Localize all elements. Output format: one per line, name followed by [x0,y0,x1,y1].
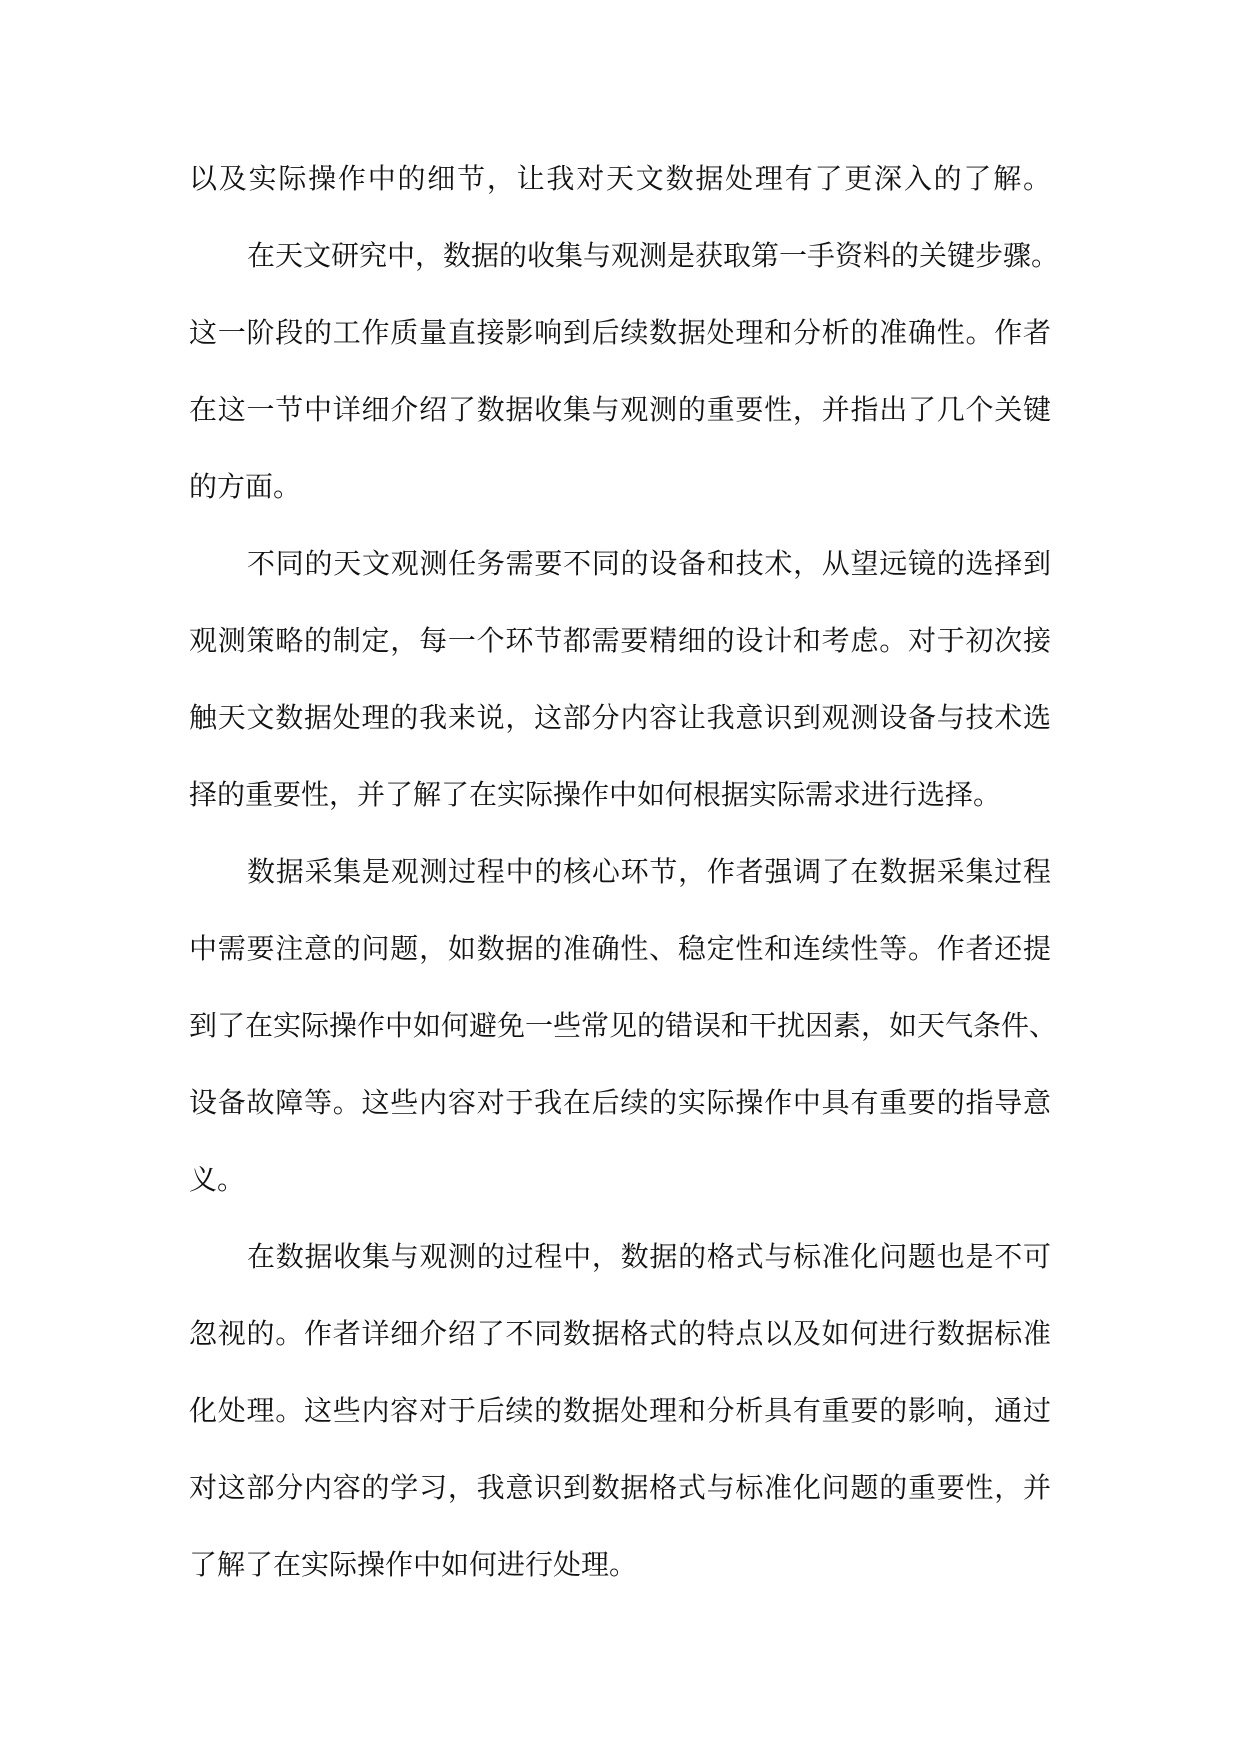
text-line: 义。 [189,1163,246,1196]
body-text [189,140,1060,1603]
text-line: 数据采集是观测过程中的核心环节，作者强调了在数据采集过程 [247,855,1051,888]
text-line: 择的重要性，并了解了在实际操作中如何根据实际需求进行选择。 [189,778,1002,811]
paragraph-continuation [189,140,1051,217]
text-line: 到了在实际操作中如何避免一些常见的错误和干扰因素，如天气条件、 [189,1009,1058,1042]
text-line: 在数据收集与观测的过程中，数据的格式与标准化问题也是不可 [247,1240,1051,1273]
text-line: 这一阶段的工作质量直接影响到后续数据处理和分析的准确性。作者 [189,316,1051,349]
paragraph-format-standardization [189,1218,1051,1603]
text-line: 忽视的。作者详细介绍了不同数据格式的特点以及如何进行数据标准 [189,1317,1051,1350]
text-line: 在天文研究中，数据的收集与观测是获取第一手资料的关键步骤。 [247,239,1060,272]
text-line: 了解了在实际操作中如何进行处理。 [189,1548,638,1581]
text-line: 观测策略的制定，每一个环节都需要精细的设计和考虑。对于初次接 [189,624,1051,657]
text-line: 不同的天文观测任务需要不同的设备和技术，从望远镜的选择到 [247,547,1051,580]
text-line: 在这一节中详细介绍了数据收集与观测的重要性，并指出了几个关键 [189,393,1051,426]
paragraph-equipment [189,525,1051,833]
text-line: 设备故障等。这些内容对于我在后续的实际操作中具有重要的指导意 [189,1086,1051,1119]
paragraph-acquisition [189,833,1058,1218]
text-line: 中需要注意的问题，如数据的准确性、稳定性和连续性等。作者还提 [189,932,1051,965]
text-line: 对这部分内容的学习，我意识到数据格式与标准化问题的重要性，并 [189,1471,1051,1504]
text-line: 触天文数据处理的我来说，这部分内容让我意识到观测设备与技术选 [189,701,1051,734]
text-line: 以及实际操作中的细节，让我对天文数据处理有了更深入的了解。 [189,162,1051,195]
paragraph-data-collection-intro [189,217,1060,525]
text-line: 的方面。 [189,470,302,503]
text-line: 化处理。这些内容对于后续的数据处理和分析具有重要的影响，通过 [189,1394,1051,1427]
